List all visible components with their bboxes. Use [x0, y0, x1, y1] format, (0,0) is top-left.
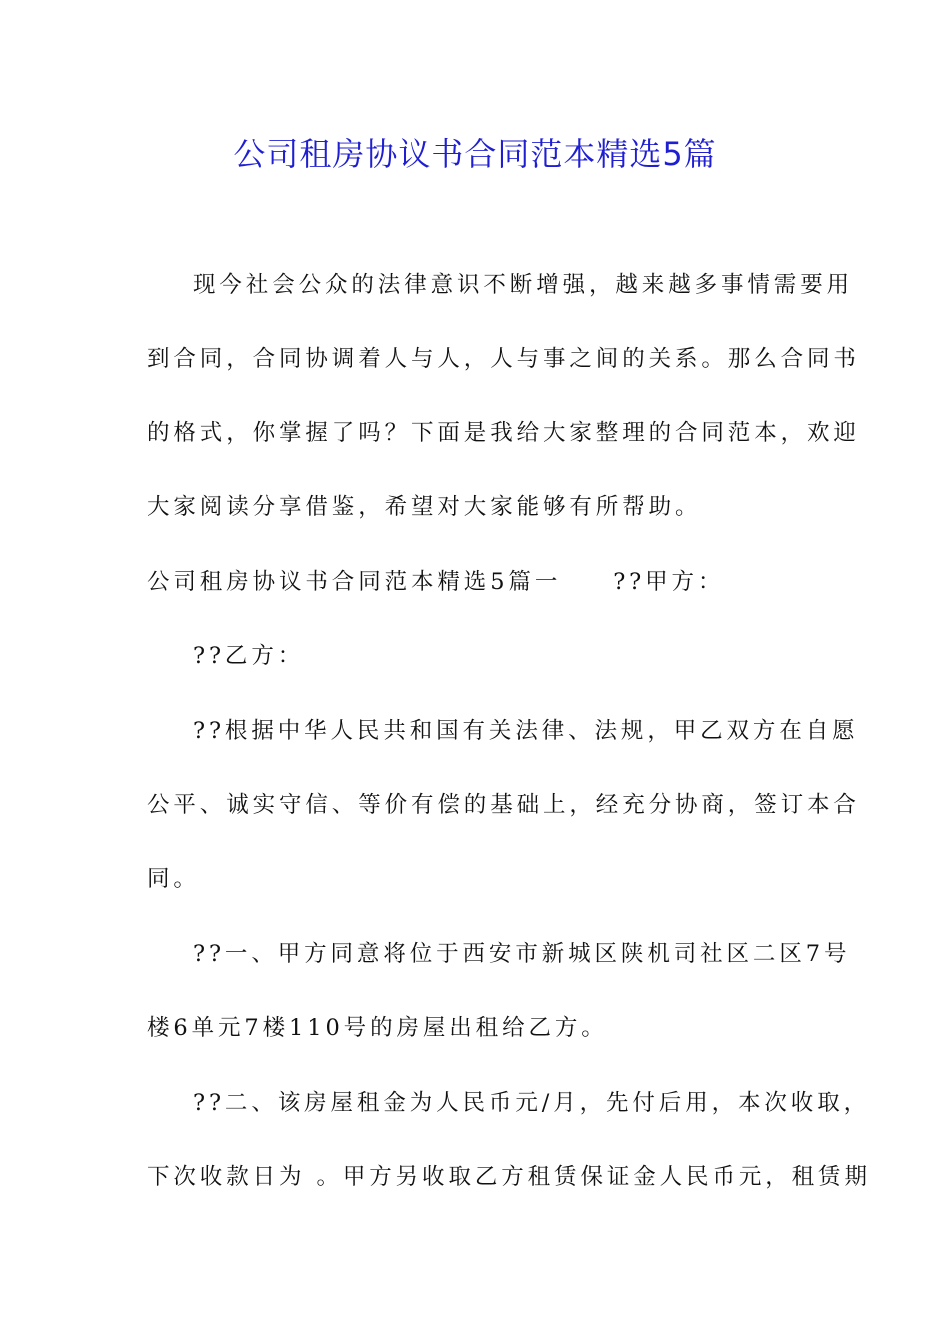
- party-a-label: ??甲方：: [613, 569, 725, 595]
- paragraph-line: 同。: [147, 866, 200, 892]
- paragraph-line: 楼6单元7楼110号的房屋出租给乙方。: [147, 1015, 608, 1041]
- paragraph-line: 大家阅读分享借鉴，希望对大家能够有所帮助。: [147, 494, 702, 520]
- document-title: 公司租房协议书合同范本精选5篇: [233, 135, 717, 173]
- paragraph-line: ??二、该房屋租金为人民币元/月，先付后用，本次收取，: [193, 1090, 871, 1116]
- paragraph-line: 公平、诚实守信、等价有偿的基础上，经充分协商，签订本合: [147, 792, 860, 818]
- paragraph-line: ??一、甲方同意将位于西安市新城区陕机司社区二区7号: [193, 941, 851, 967]
- party-b-label: ??乙方：: [193, 643, 305, 669]
- section-heading-line: [147, 565, 724, 599]
- section-heading: 公司租房协议书合同范本精选5篇一: [147, 569, 562, 595]
- paragraph-line: 现今社会公众的法律意识不断增强，越来越多事情需要用: [193, 272, 854, 298]
- paragraph-line: 到合同，合同协调着人与人，人与事之间的关系。那么合同书: [147, 346, 860, 372]
- paragraph-line: 下次收款日为 。甲方另收取乙方租赁保证金人民币元，租赁期: [147, 1164, 871, 1190]
- paragraph-line: ??根据中华人民共和国有关法律、法规，甲乙双方在自愿: [193, 718, 859, 744]
- paragraph-line: 的格式，你掌握了吗？下面是我给大家整理的合同范本，欢迎: [147, 420, 860, 446]
